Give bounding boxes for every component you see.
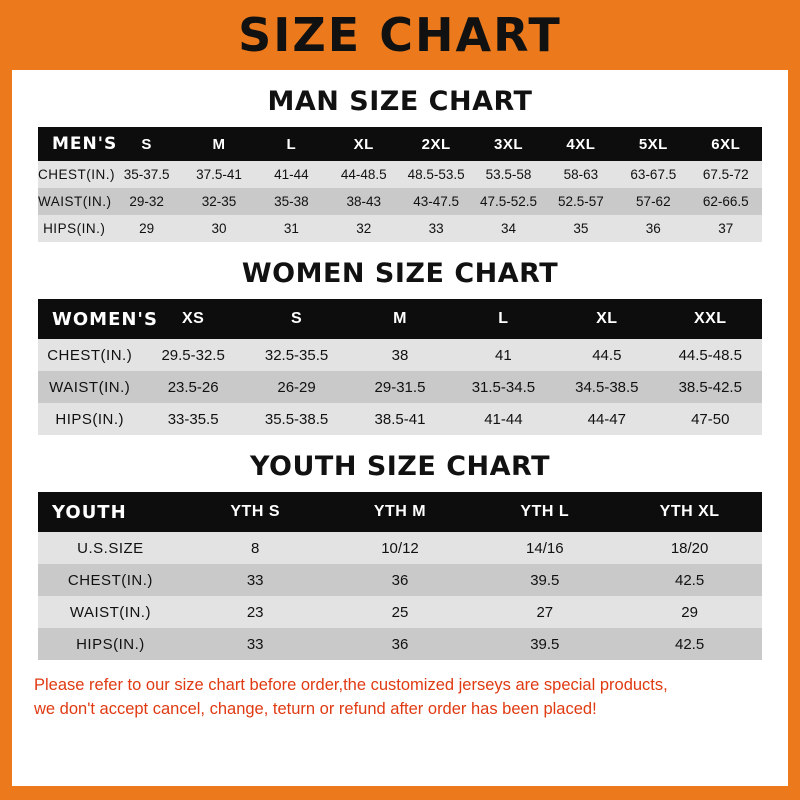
cell: 58-63: [563, 167, 599, 182]
column-header-s: S: [141, 135, 152, 153]
column-header-yth-m: YTH M: [373, 503, 427, 520]
cell: 44.5: [592, 346, 622, 364]
column-header-xxl: XXL: [693, 310, 727, 327]
row-label-hips: HIPS(IN.): [55, 410, 125, 428]
table-man-size-chart: [38, 127, 762, 242]
cell: 35-37.5: [123, 167, 170, 182]
column-header-6xl: 6XL: [711, 135, 741, 153]
cell: 29: [681, 603, 698, 621]
cell: 32.5-35.5: [264, 346, 329, 364]
column-header-3xl: 3XL: [494, 135, 524, 153]
section-title-women: WOMEN SIZE CHART: [241, 258, 559, 289]
section-youth: [12, 451, 788, 660]
cell: 52.5-57: [558, 194, 604, 209]
cell: 36: [391, 635, 409, 653]
column-header-5xl: 5XL: [638, 135, 668, 153]
table-row: [38, 628, 762, 660]
table-row: [38, 188, 762, 215]
column-header-xl: XL: [353, 135, 374, 153]
cell: 37: [718, 221, 734, 236]
cell: 57-62: [636, 194, 671, 209]
table-row: [38, 532, 762, 564]
cell: 62-66.5: [702, 194, 749, 209]
cell: 47.5-52.5: [480, 194, 538, 209]
cell: 44-48.5: [340, 167, 387, 182]
cell: 44.5-48.5: [678, 346, 742, 364]
table-women-size-chart: [38, 299, 762, 435]
column-header-l: L: [498, 310, 509, 327]
section-man: [12, 86, 788, 242]
policy-note-line-1: Please refer to our size chart before order,the customized jerseys are special products,: [34, 676, 668, 694]
cell: 23: [246, 603, 264, 621]
cell: 44-47: [587, 410, 626, 428]
row-label-chest: CHEST(IN.): [67, 571, 153, 589]
cell: 27: [536, 603, 554, 621]
cell: 29-31.5: [374, 378, 426, 396]
column-header-2xl: 2XL: [421, 135, 451, 153]
cell: 33-35.5: [167, 410, 219, 428]
section-women: [12, 258, 788, 435]
cell: 18/20: [670, 539, 709, 557]
cell: 42.5: [674, 571, 705, 589]
cell: 39.5: [530, 571, 560, 589]
cell: 67.5-72: [702, 167, 749, 182]
cell: 26-29: [277, 378, 316, 396]
cell: 35: [573, 221, 589, 236]
table-row: [38, 371, 762, 403]
cell: 30: [211, 221, 227, 236]
column-header-yth-s: YTH S: [230, 503, 280, 520]
cell: 47-50: [691, 410, 730, 428]
cell: 41-44: [484, 410, 523, 428]
column-header-yth-l: YTH L: [520, 503, 570, 520]
cell: 10/12: [381, 539, 419, 557]
table-row: [38, 564, 762, 596]
cell: 35-38: [274, 194, 309, 209]
section-title-man: MAN SIZE CHART: [267, 86, 533, 117]
cell: 35.5-38.5: [264, 410, 329, 428]
column-header-4xl: 4XL: [566, 135, 596, 153]
column-header-yth-xl: YTH XL: [659, 503, 720, 520]
row-label-hips: HIPS(IN.): [76, 635, 145, 653]
column-header-rowlabel: MEN'S: [52, 134, 118, 154]
cell: 32-35: [201, 194, 237, 209]
table-row: [38, 215, 762, 242]
table-youth-size-chart: [38, 492, 762, 660]
cell: 37.5-41: [196, 167, 242, 182]
row-label-waist: WAIST(IN.): [38, 194, 112, 209]
cell: 36: [645, 221, 661, 236]
cell: 38.5-42.5: [678, 378, 742, 396]
column-header-m: M: [212, 135, 226, 153]
cell: 29.5-32.5: [161, 346, 225, 364]
cell: 42.5: [674, 635, 705, 653]
cell: 41-44: [274, 167, 309, 182]
column-header-xl: XL: [596, 310, 618, 327]
cell: 38.5-41: [374, 410, 426, 428]
cell: 48.5-53.5: [407, 167, 465, 182]
row-label-chest: CHEST(IN.): [47, 346, 133, 364]
column-header-xs: XS: [181, 310, 205, 327]
cell: 31: [283, 221, 299, 236]
cell: 23.5-26: [167, 378, 219, 396]
section-title-youth: YOUTH SIZE CHART: [249, 451, 551, 482]
cell: 53.5-58: [485, 167, 532, 182]
cell: 33: [246, 635, 264, 653]
footer-accent-bar: [0, 786, 800, 800]
table-row: [38, 161, 762, 188]
cell: 14/16: [526, 539, 564, 557]
cell: 8: [251, 539, 260, 557]
column-header-rowlabel: YOUTH: [52, 501, 127, 523]
cell: 29-32: [129, 194, 164, 209]
cell: 38: [391, 346, 409, 364]
cell: 25: [391, 603, 409, 621]
cell: 31.5-34.5: [471, 378, 536, 396]
cell: 34.5-38.5: [575, 378, 639, 396]
row-label-us-size: U.S.SIZE: [77, 539, 144, 557]
cell: 36: [391, 571, 409, 589]
column-header-l: L: [286, 135, 297, 153]
column-header-rowlabel: WOMEN'S: [52, 308, 158, 330]
cell: 39.5: [530, 635, 560, 653]
table-header-row: [38, 299, 762, 339]
cell: 33: [246, 571, 264, 589]
page-title: SIZE CHART: [238, 8, 562, 62]
banner: [0, 0, 800, 70]
cell: 33: [428, 221, 444, 236]
cell: 43-47.5: [413, 194, 460, 209]
table-row: [38, 339, 762, 371]
cell: 63-67.5: [630, 167, 677, 182]
policy-note-line-2: we don't accept cancel, change, teturn or refund after order has been placed!: [34, 699, 597, 718]
row-label-waist: WAIST(IN.): [69, 603, 151, 621]
cell: 29: [139, 221, 155, 236]
cell: 38-43: [346, 194, 382, 209]
table-header-row: [38, 492, 762, 532]
row-label-waist: WAIST(IN.): [49, 378, 131, 396]
table-row: [38, 403, 762, 435]
cell: 34: [501, 221, 517, 236]
row-label-hips: HIPS(IN.): [43, 221, 106, 236]
table-row: [38, 596, 762, 628]
cell: 32: [356, 221, 372, 236]
policy-note: [34, 674, 766, 722]
column-header-m: M: [393, 310, 407, 327]
row-label-chest: CHEST(IN.): [38, 167, 115, 182]
column-header-s: S: [290, 310, 303, 327]
cell: 41: [495, 346, 512, 364]
table-header-row: [38, 127, 762, 161]
